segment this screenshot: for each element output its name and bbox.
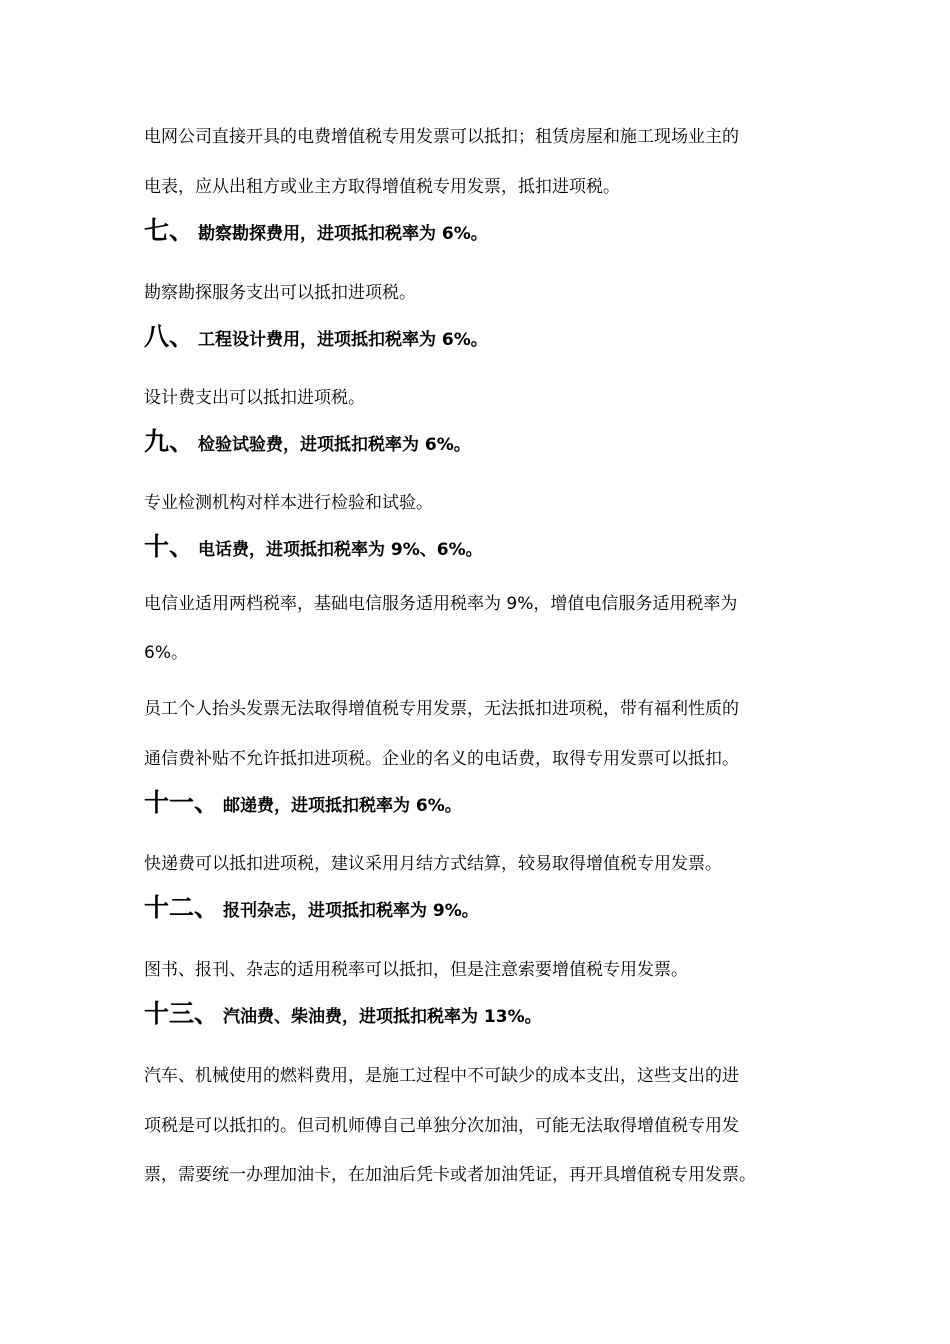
section-heading-12 — [144, 893, 479, 923]
section-heading-13 — [144, 999, 542, 1029]
section-number: 十三、 — [144, 999, 220, 1028]
paragraph-line: 电表，应从出租方或业主方取得增值税专用发票，抵扣进项税。 — [144, 177, 620, 197]
paragraph-line: 电网公司直接开具的电费增值税专用发票可以抵扣；租赁房屋和施工现场业主的 — [144, 127, 739, 147]
section-heading-11 — [144, 788, 462, 818]
paragraph-line: 汽车、机械使用的燃料费用，是施工过程中不可缺少的成本支出，这些支出的进 — [144, 1066, 739, 1086]
section-heading-8 — [144, 322, 488, 352]
section-title: 电话费，进项抵扣税率为 9%、6%。 — [198, 540, 483, 560]
section-title: 汽油费、柴油费，进项抵扣税率为 13%。 — [223, 1007, 542, 1027]
section-title: 勘察勘探费用，进项抵扣税率为 6%。 — [198, 224, 488, 244]
paragraph-line: 图书、报刊、杂志的适用税率可以抵扣，但是注意索要增值税专用发票。 — [144, 960, 688, 980]
paragraph-line: 设计费支出可以抵扣进项税。 — [144, 388, 365, 408]
section-title: 邮递费，进项抵扣税率为 6%。 — [223, 796, 462, 816]
section-number: 七、 — [144, 216, 195, 245]
paragraph-line: 员工个人抬头发票无法取得增值税专用发票，无法抵扣进项税，带有福利性质的 — [144, 699, 739, 719]
paragraph-line: 勘察勘探服务支出可以抵扣进项税。 — [144, 283, 416, 303]
section-title: 报刊杂志，进项抵扣税率为 9%。 — [223, 901, 479, 921]
paragraph-line: 通信费补贴不允许抵扣进项税。企业的名义的电话费，取得专用发票可以抵扣。 — [144, 749, 739, 769]
section-number: 十二、 — [144, 893, 220, 922]
paragraph-line: 6%。 — [144, 643, 188, 663]
paragraph-line: 票，需要统一办理加油卡，在加油后凭卡或者加油凭证，再开具增值税专用发票。 — [144, 1165, 756, 1185]
section-heading-9 — [144, 427, 471, 457]
section-heading-10 — [144, 532, 483, 562]
section-number: 十一、 — [144, 788, 220, 817]
paragraph-line: 电信业适用两档税率，基础电信服务适用税率为 9%，增值电信服务适用税率为 — [144, 594, 738, 614]
section-number: 八、 — [144, 322, 195, 351]
section-number: 十、 — [144, 532, 195, 561]
section-heading-7 — [144, 216, 488, 246]
paragraph-line: 专业检测机构对样本进行检验和试验。 — [144, 493, 433, 513]
section-number: 九、 — [144, 427, 195, 456]
paragraph-line: 项税是可以抵扣的。但司机师傅自己单独分次加油，可能无法取得增值税专用发 — [144, 1116, 739, 1136]
paragraph-line: 快递费可以抵扣进项税，建议采用月结方式结算，较易取得增值税专用发票。 — [144, 854, 722, 874]
section-title: 工程设计费用，进项抵扣税率为 6%。 — [198, 330, 488, 350]
section-title: 检验试验费，进项抵扣税率为 6%。 — [198, 435, 471, 455]
